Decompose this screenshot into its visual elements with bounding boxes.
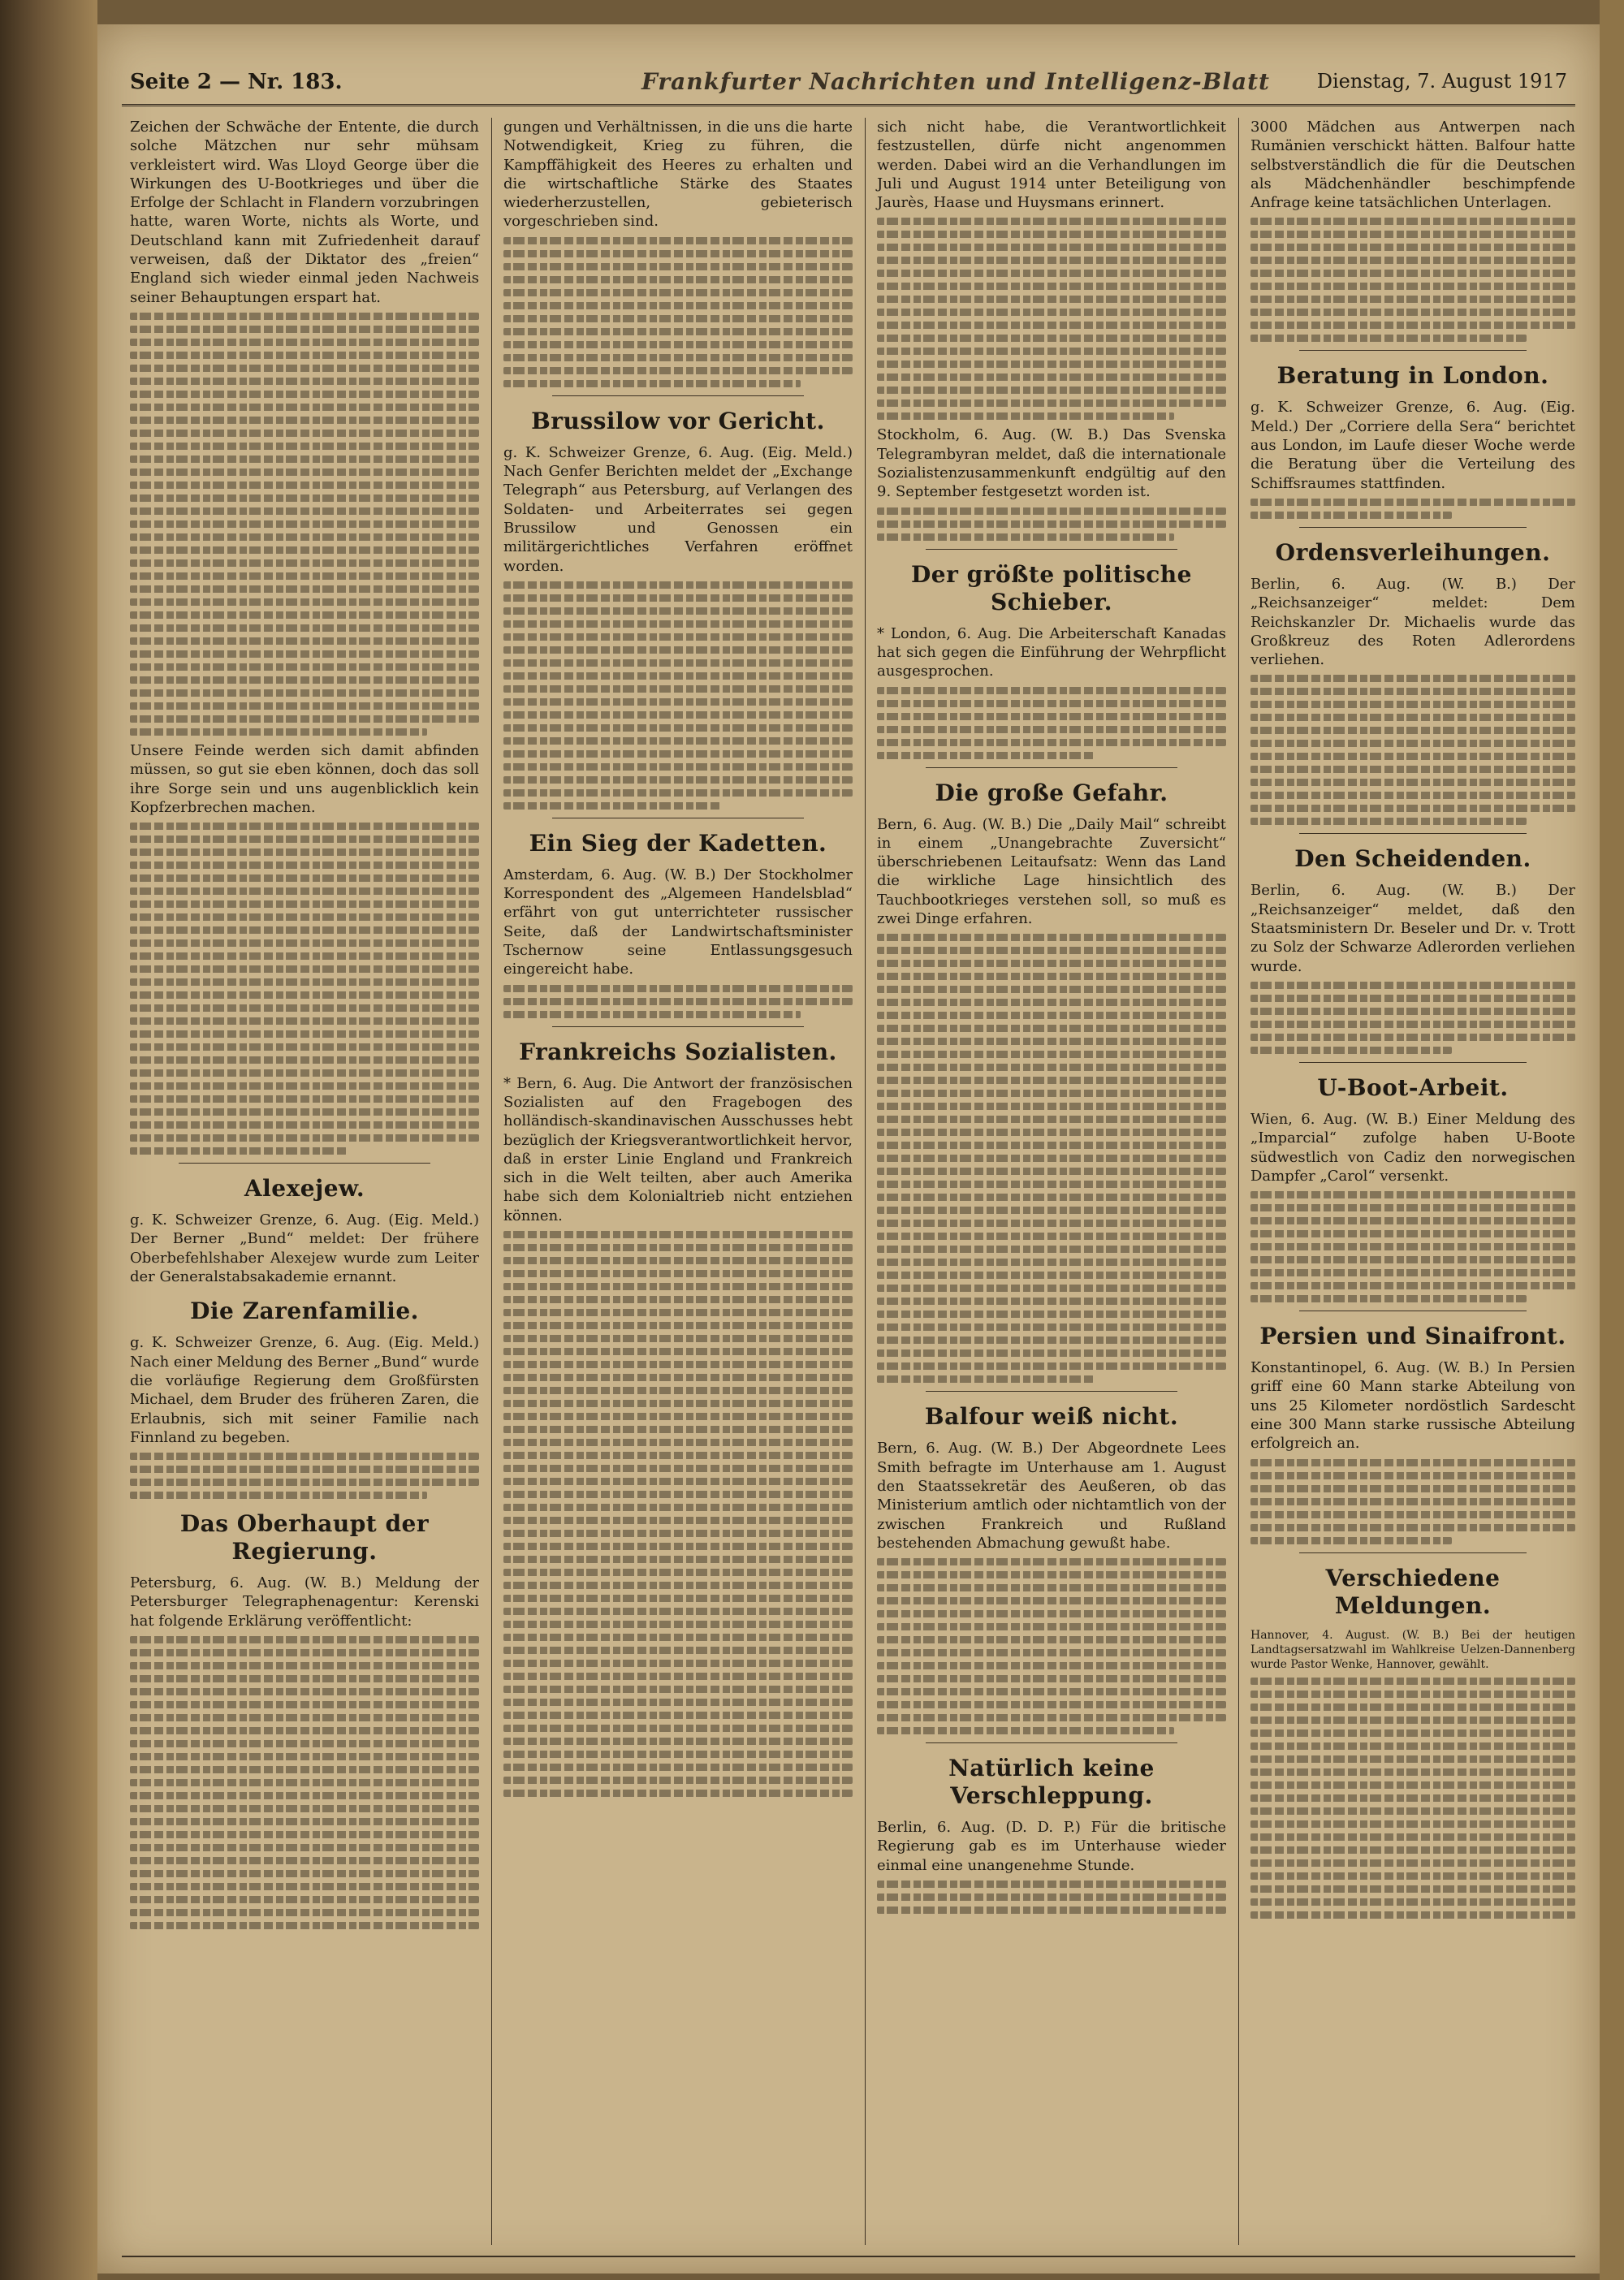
section-divider bbox=[179, 1163, 430, 1164]
unreadable-text-block bbox=[1250, 1678, 1575, 1919]
article-paragraph: g. K. Schweizer Grenze, 6. Aug. (Eig. Meld.) Der „Corriere della Sera“ berichtet aus London, im Laufe dieser Woche werde die Beratung über die Verteilung des Schiffsraumes stattfinden. bbox=[1250, 399, 1575, 492]
unreadable-text-block bbox=[130, 823, 479, 1155]
unreadable-text-block bbox=[1250, 675, 1575, 825]
unreadable-text-block bbox=[877, 507, 1226, 541]
headline-oberhaupt: Das Oberhaupt der Regierung. bbox=[179, 1510, 430, 1565]
article-paragraph: sich nicht habe, die Verantwortlichkeit festzustellen, dürfe nicht angenommen werden. Dabei wird an die Verhandlungen im Juli und August 1914 unter Beteiligung von Jaurès, Haase und Huysmans erinnert. bbox=[877, 119, 1226, 212]
headline-sozialisten: Frankreichs Sozialisten. bbox=[519, 1038, 837, 1065]
headline-meldungen: Verschiedene Meldungen. bbox=[1325, 1564, 1501, 1619]
section-divider bbox=[1299, 1552, 1527, 1553]
section-divider bbox=[1299, 350, 1527, 351]
article-paragraph: Unsere Feinde werden sich damit abfinden müssen, so gut sie eben können, doch das soll ihre Sorge sein und uns augenblicklich kein Kopfzerbrechen machen. bbox=[130, 741, 479, 816]
section-divider bbox=[926, 549, 1177, 550]
section-divider bbox=[552, 1026, 804, 1027]
column-1 bbox=[130, 118, 479, 2245]
article-paragraph: Konstantinopel, 6. Aug. (W. B.) In Persien griff eine 60 Mann starke Abteilung von uns 25 Kilometer nordöstlich Sardescht eine 300 Mann starke russische Abteilung erfolgreich an. bbox=[1250, 1359, 1575, 1453]
column-rule bbox=[865, 118, 866, 2245]
section-divider bbox=[552, 395, 804, 396]
article-paragraph: * London, 6. Aug. Die Arbeiterschaft Kanadas hat sich gegen die Einführung der Wehrpflicht ausgesprochen. bbox=[877, 624, 1226, 680]
article-paragraph: g. K. Schweizer Grenze, 6. Aug. (Eig. Meld.) Der Berner „Bund“ meldet: Der frühere Oberbefehlshaber Alexejew wurde zum Leiter der Generalstabsakademie ernannt. bbox=[130, 1211, 479, 1286]
unreadable-text-block bbox=[1250, 499, 1575, 519]
unreadable-text-block bbox=[877, 934, 1226, 1383]
headline-schieber: Der größte politische Schieber. bbox=[911, 560, 1192, 615]
headline-verschleppung: Natürlich keine Verschleppung. bbox=[948, 1755, 1155, 1810]
article-paragraph: Amsterdam, 6. Aug. (W. B.) Der Stockholmer Korrespondent des „Algemeen Handelsblad“ erfährt von gut unterrichteter russischer Seite, daß der Landwirtschaftsminister Tschernow seine Entlassungsgesuch eingereicht habe. bbox=[503, 866, 853, 978]
headline-zarenfamilie: Die Zarenfamilie. bbox=[190, 1298, 419, 1325]
unreadable-text-block bbox=[877, 218, 1226, 420]
issue-date: Dienstag, 7. August 1917 bbox=[1316, 70, 1567, 93]
unreadable-text-block bbox=[503, 1231, 853, 1797]
masthead bbox=[122, 65, 1575, 106]
unreadable-text-block bbox=[1250, 1191, 1575, 1302]
unreadable-text-block bbox=[130, 313, 479, 736]
headline-uboot: U-Boot-Arbeit. bbox=[1317, 1073, 1509, 1101]
article-paragraph: Wien, 6. Aug. (W. B.) Einer Meldung des „Imparcial“ zufolge haben U-Boote südwestlich von Cadiz den norwegischen Dampfer „Carol“ versenkt. bbox=[1250, 1110, 1575, 1185]
article-paragraph: g. K. Schweizer Grenze, 6. Aug. (Eig. Meld.) Nach einer Meldung des Berner „Bund“ wurde die vorläufige Regierung dem Großfürsten Michael, dem Bruder des früheren Zaren, die Erlaubnis, sich mit seiner Familie nach Finnland zu begeben. bbox=[130, 1334, 479, 1446]
unreadable-text-block bbox=[130, 1453, 479, 1499]
newspaper-title: Frankfurter Nachrichten und Intelligenz-Blatt bbox=[641, 68, 1270, 95]
unreadable-text-block bbox=[1250, 218, 1575, 342]
headline-kadetten: Ein Sieg der Kadetten. bbox=[529, 829, 827, 857]
headline-gefahr: Die große Gefahr. bbox=[935, 779, 1168, 806]
section-divider bbox=[926, 767, 1177, 768]
column-2 bbox=[503, 118, 853, 2245]
section-divider bbox=[926, 1391, 1177, 1392]
unreadable-text-block bbox=[130, 1636, 479, 1929]
section-divider bbox=[926, 1742, 1177, 1743]
headline-scheidenden: Den Scheidenden. bbox=[1294, 845, 1531, 873]
headline-alexejew: Alexejew. bbox=[244, 1175, 365, 1203]
page-margin-strip bbox=[1600, 0, 1624, 2280]
headline-orden: Ordensverleihungen. bbox=[1275, 538, 1551, 566]
headline-brussilow: Brussilow vor Gericht. bbox=[531, 407, 825, 434]
headline-persien: Persien und Sinaifront. bbox=[1259, 1323, 1566, 1350]
unreadable-text-block bbox=[503, 237, 853, 387]
unreadable-text-block bbox=[877, 687, 1226, 759]
article-paragraph: Bern, 6. Aug. (W. B.) Der Abgeordnete Lees Smith befragte im Unterhause am 1. August den Staatssekretär des Aeußeren, ob das Ministerium amtlich oder nichtamtlich von der zwischen Frankreich und Rußland bestehenden Abmachung gewußt habe. bbox=[877, 1440, 1226, 1552]
section-divider bbox=[1299, 1062, 1527, 1063]
section-divider bbox=[1299, 527, 1527, 528]
page-number: Seite 2 — Nr. 183. bbox=[130, 70, 343, 94]
headline-balfour: Balfour weiß nicht. bbox=[924, 1403, 1179, 1431]
section-divider bbox=[1299, 833, 1527, 834]
article-paragraph: Berlin, 6. Aug. (W. B.) Der „Reichsanzeiger“ meldet, daß den Staatsministern Dr. Beseler und Dr. v. Trott zu Solz der Schwarze Adlerorden verliehen wurde. bbox=[1250, 882, 1575, 975]
column-rule bbox=[1238, 118, 1239, 2245]
article-paragraph: gungen und Verhältnissen, in die uns die harte Notwendigkeit, Krieg zu führen, die Kampffähigkeit des Heeres zu erhalten und die wirtschaftliche Stärke des Staates wiederherzustellen, gebieterisch vorgeschrieben sind. bbox=[503, 119, 853, 231]
column-rule bbox=[491, 118, 492, 2245]
unreadable-text-block bbox=[877, 1881, 1226, 1914]
newspaper-page bbox=[97, 24, 1600, 2274]
article-paragraph: g. K. Schweizer Grenze, 6. Aug. (Eig. Meld.) Nach Genfer Berichten meldet der „Exchange Telegraph“ aus Petersburg, auf Verlangen des Soldaten- und Arbeiterrates sei gegen Brussilow und Genossen ein militärgerichtliches Verfahren eröffnet worden. bbox=[503, 443, 853, 575]
headline-london: Beratung in London. bbox=[1276, 362, 1549, 390]
unreadable-text-block bbox=[877, 1558, 1226, 1734]
article-paragraph: Zeichen der Schwäche der Entente, die durch solche Mätzchen nur sehr mühsam verkleistert wird. Was Lloyd George über die Wirkungen des U-Bootkrieges und über die Erfolge der Schlacht in Flandern vorzubringen hatte, waren Worte, nichts als Worte, und Deutschland kann mit Zufriedenheit darauf verweisen, daß der Diktator des „freien“ England sich wieder einmal jeden Nachweis seiner Behauptungen erspart hat. bbox=[130, 119, 479, 306]
article-paragraph: Hannover, 4. August. (W. B.) Bei der heutigen Landtagsersatzwahl im Wahlkreise Uelzen-Dannenberg wurde Pastor Wenke, Hannover, gewählt. bbox=[1250, 1628, 1575, 1671]
page-bottom-rule bbox=[122, 2256, 1575, 2257]
article-paragraph: Stockholm, 6. Aug. (W. B.) Das Svenska Telegrambyran meldet, daß die internationale Sozialistenzusammenkunft endgültig auf den 9. September festgesetzt worden ist. bbox=[877, 426, 1226, 501]
book-binding-edge bbox=[0, 0, 97, 2280]
unreadable-text-block bbox=[503, 581, 853, 810]
article-paragraph: 3000 Mädchen aus Antwerpen nach Rumänien verschickt hätten. Balfour hatte selbstverständlich die für die Deutschen als Mädchenhändler beschimpfende Anfrage keine tatsächlichen Unterlagen. bbox=[1250, 119, 1575, 212]
unreadable-text-block bbox=[1250, 1459, 1575, 1544]
unreadable-text-block bbox=[503, 985, 853, 1018]
article-paragraph: Petersburg, 6. Aug. (W. B.) Meldung der Petersburger Telegraphenagentur: Kerenski hat folgende Erklärung veröffentlicht: bbox=[130, 1574, 479, 1630]
article-paragraph: * Bern, 6. Aug. Die Antwort der französischen Sozialisten auf den Fragebogen des holländisch-skandinavischen Ausschusses hebt bezüglich der Kriegsverantwortlichkeit hervor, daß in erster Linie England und Frankreich sich in die Welt teilten, aber auch Amerika habe sich dem Kolonialtrieb nicht entziehen können. bbox=[503, 1074, 853, 1224]
article-paragraph: Berlin, 6. Aug. (W. B.) Der „Reichsanzeiger“ meldet: Dem Reichskanzler Dr. Michaelis wurde das Großkreuz des Roten Adlerordens verliehen. bbox=[1250, 575, 1575, 669]
article-paragraph: Bern, 6. Aug. (W. B.) Die „Daily Mail“ schreibt in einem „Unangebrachte Zuversicht“ überschriebenen Leitaufsatz: Wenn das Land die wirkliche Lage hinsichtlich des Tauchbootkrieges verstehen soll, so muß es zwei Dinge erfahren. bbox=[877, 815, 1226, 928]
unreadable-text-block bbox=[1250, 982, 1575, 1054]
column-3 bbox=[877, 118, 1226, 2245]
article-paragraph: Berlin, 6. Aug. (D. D. P.) Für die britische Regierung gab es im Unterhause wieder einmal eine unangenehme Stunde. bbox=[877, 1819, 1226, 1874]
column-4 bbox=[1250, 118, 1575, 2245]
